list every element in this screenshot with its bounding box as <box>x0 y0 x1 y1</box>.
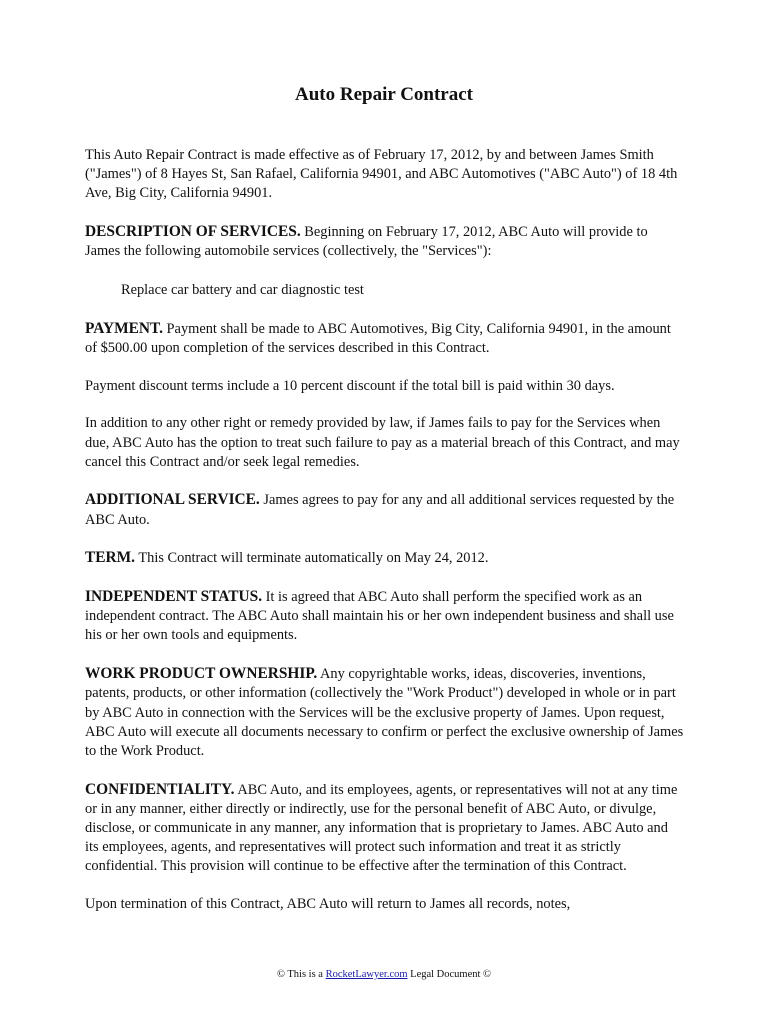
document-footer <box>0 968 768 982</box>
confidentiality-paragraph <box>85 780 685 877</box>
independent-status-text: It is agreed that ABC Auto shall perform the specified work as an independent contract. The ABC Auto shall maintain his or her own independent business and shall use his or her own tools and equipments. <box>85 589 674 644</box>
services-item: Replace car battery and car diagnostic test <box>121 281 364 298</box>
confidentiality-text: ABC Auto, and its employees, agents, or representatives will not at any time or in any manner, either directly or indirectly, use for the personal benefit of ABC Auto, or divulge, disclose, or communicate in any manner, any information that is proprietary to James. ABC Auto and its employees, agents, and representatives will protect such information and treat it as strictly confidential. This provision will continue to be effective after the termination of this Contract. <box>85 781 678 875</box>
services-paragraph <box>85 222 685 261</box>
services-heading: DESCRIPTION OF SERVICES. <box>85 223 301 241</box>
document-title: Auto Repair Contract <box>294 84 473 105</box>
term-text: This Contract will terminate automatically on May 24, 2012. <box>135 550 489 567</box>
work-product-text: Any copyrightable works, ideas, discoveries, inventions, patents, products, or other information (collectively the "Work Product") developed in whole or in part by ABC Auto in connection with the Services will be the exclusive property of James. Upon request, ABC Auto will execute all documents necessary to confirm or perfect the exclusive ownership of James to the Work Product. <box>85 666 684 759</box>
services-text: Beginning on February 17, 2012, ABC Auto will provide to James the following automobile services (collectively, the "Services"): <box>85 224 648 260</box>
term-heading: TERM. <box>85 549 136 567</box>
payment-remedy-paragraph: In addition to any other right or remedy provided by law, if James fails to pay for the Services when due, ABC Auto has the option to treat such failure to pay as a material breach of this Contract, and may cancel this Contract and/or seek legal remedies. <box>85 415 680 470</box>
payment-discount-paragraph: Payment discount terms include a 10 percent discount if the total bill is paid within 30 days. <box>85 377 615 394</box>
additional-service-text: James agrees to pay for any and all additional services requested by the ABC Auto. <box>85 492 675 528</box>
intro-paragraph: This Auto Repair Contract is made effective as of February 17, 2012, by and between James Smith ("James") of 8 Hayes St, San Rafael, California 94901, and ABC Automotives ("ABC Auto") of 18 4th Ave, Big City, California 94901. <box>85 147 678 202</box>
additional-service-heading: ADDITIONAL SERVICE. <box>85 491 260 509</box>
confidentiality-heading: CONFIDENTIALITY. <box>85 780 235 798</box>
footer-prefix: © This is a <box>276 969 326 980</box>
work-product-heading: WORK PRODUCT OWNERSHIP. <box>85 665 318 683</box>
termination-paragraph: Upon termination of this Contract, ABC Auto will return to James all records, notes, <box>85 896 571 913</box>
rocketlawyer-link[interactable]: RocketLawyer.com <box>325 969 408 980</box>
payment-paragraph <box>85 319 685 358</box>
work-product-paragraph <box>85 664 685 761</box>
document-body <box>85 146 685 933</box>
term-paragraph <box>85 548 685 568</box>
independent-status-paragraph <box>85 587 685 646</box>
payment-heading: PAYMENT. <box>85 319 163 337</box>
footer-suffix: Legal Document © <box>407 969 492 980</box>
independent-status-heading: INDEPENDENT STATUS. <box>85 588 263 606</box>
additional-service-paragraph <box>85 490 685 529</box>
payment-text: Payment shall be made to ABC Automotives, Big City, California 94901, in the amount of $500.00 upon completion of the services described in this Contract. <box>85 320 671 356</box>
